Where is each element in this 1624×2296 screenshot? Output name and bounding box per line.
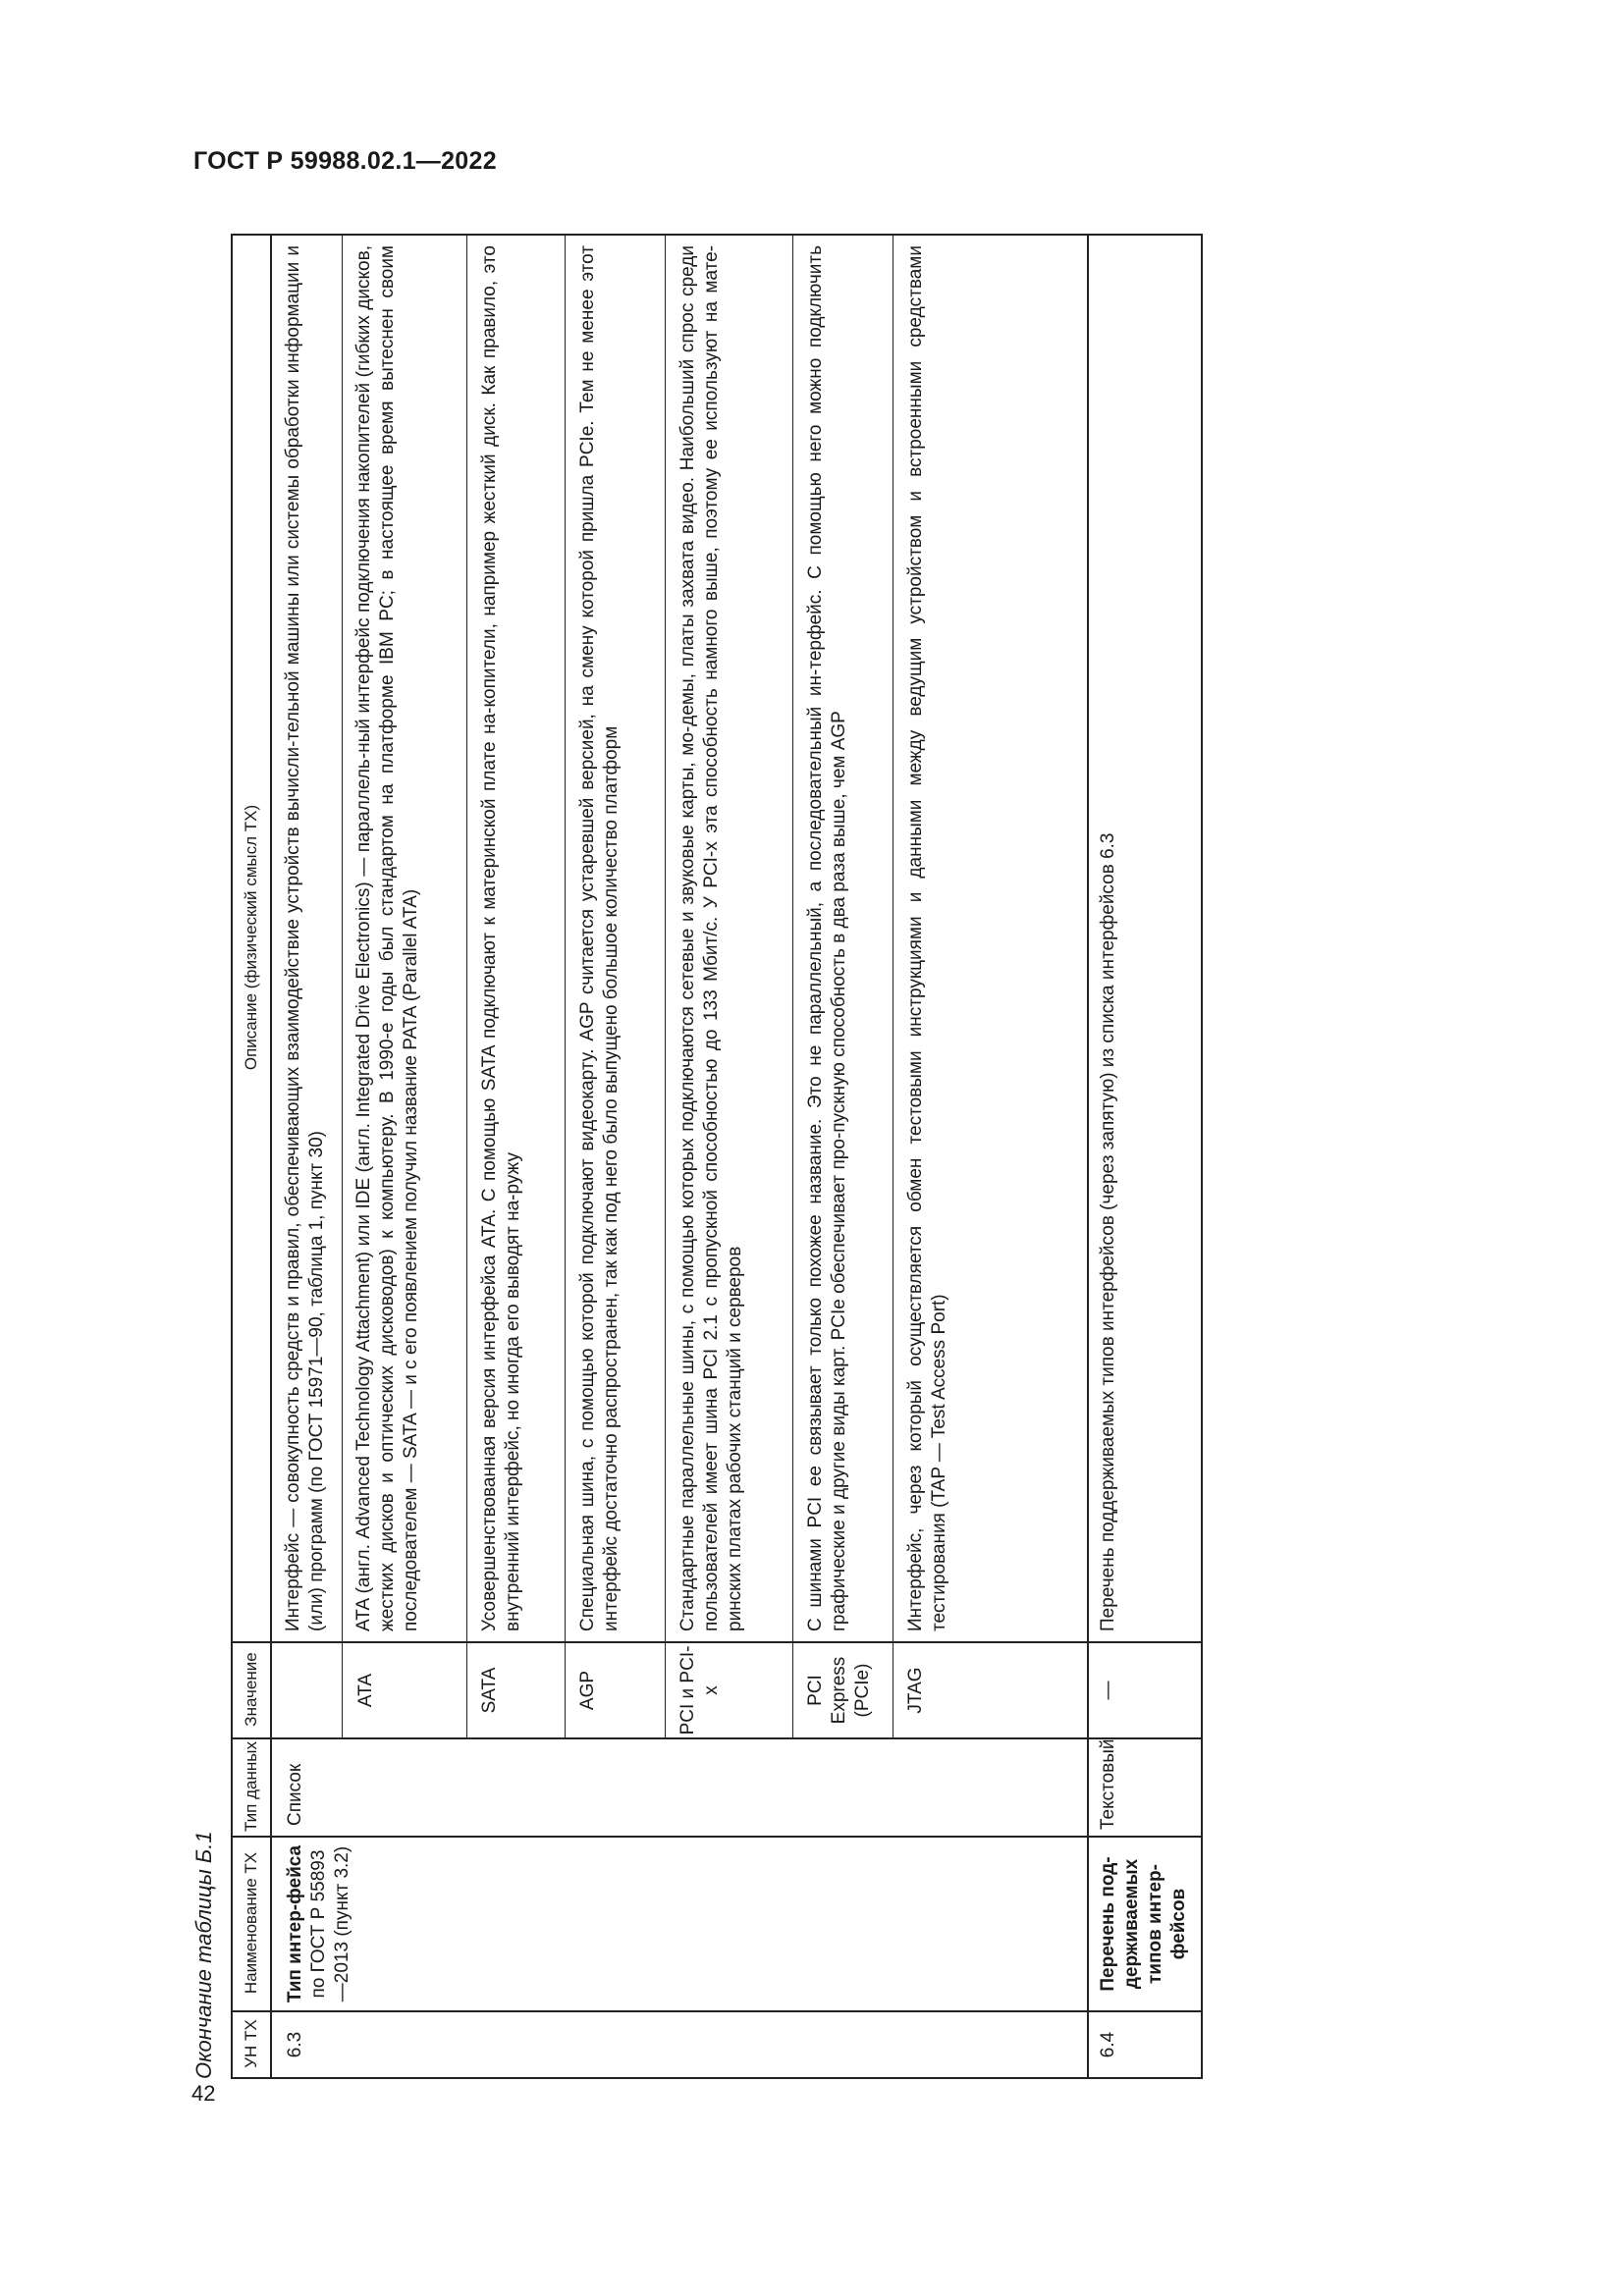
row-divider bbox=[342, 234, 343, 1739]
row-divider bbox=[466, 234, 467, 1739]
row-name-6-3-bold: Тип интер-фейса bbox=[285, 1844, 305, 2003]
row-value-6-4: — bbox=[1098, 1681, 1118, 1700]
column-header-value: Значение bbox=[242, 1652, 260, 1727]
row-divider bbox=[565, 234, 566, 1739]
table-header-row bbox=[233, 236, 272, 2077]
column-divider bbox=[233, 1836, 1201, 1838]
row-desc-6-4: Перечень поддерживаемых типов интерфейсов (через запятую) из списка интерфейсов 6.3 bbox=[1098, 832, 1118, 1631]
desc-agp: Специальная шина, с помощью которой подключают видеокарту. AGP считается устаревшей версией, на смену которой пришла PCIe. Тем не менее этот интерфейс достаточно распространен, так как под него было выпущено большое количество платформ bbox=[577, 245, 622, 1631]
column-header-description: Описание (физический смысл ТХ) bbox=[242, 804, 260, 1071]
row-divider bbox=[665, 234, 666, 1739]
row-desc-6-3: Интерфейс — совокупность средств и правил, обеспечивающих взаимодействие устройств вычисли-тельной машины или системы обработки информации и (или) программ (по ГОСТ 15971—90, таблица 1, пункт 30) bbox=[283, 245, 327, 1631]
column-header-type: Тип данных bbox=[242, 1741, 260, 1832]
row-name-6-3-rest: по ГОСТ Р 55893—2013 (пункт 3.2) bbox=[308, 1845, 352, 2002]
column-header-uid: УН ТХ bbox=[242, 2019, 260, 2068]
desc-jtag: Интерфейс, через который осуществляется обмен тестовыми инструкциями и данными между ведущим устройством и встроенными средствами тестирования (TAP — Test Access Port) bbox=[905, 245, 949, 1631]
value-pcie: PCI Express (PCIe) bbox=[805, 1656, 873, 1725]
desc-ata: ATA (англ. Advanced Technology Attachment) или IDE (англ. Integrated Drive Electronics) — параллель-ный интерфейс подключения накопителей (гибких дисков, жестких дисков и оптических дисководов) к компьютеру. В 1990-е годы был стандартом на платформе IBM PC; в настоящее время вытеснен своим последователем — SATA — и с его появлением получил название PATA (Parallel ATA) bbox=[353, 245, 421, 1631]
value-sata: SATA bbox=[479, 1667, 500, 1714]
column-divider bbox=[233, 1737, 1201, 1739]
row-name-6-4: Перечень под-держиваемых типов интер-фейсов bbox=[1098, 1856, 1189, 1992]
value-ata: ATA bbox=[355, 1673, 376, 1708]
row-type-6-4: Текстовый bbox=[1098, 1738, 1118, 1830]
value-jtag: JTAG bbox=[905, 1667, 926, 1714]
value-agp: AGP bbox=[577, 1670, 598, 1711]
row-name-6-3 bbox=[284, 1842, 354, 2006]
row-divider bbox=[1087, 234, 1089, 2077]
value-pci: PCI и PCI-x bbox=[677, 1645, 722, 1735]
characteristics-table bbox=[231, 234, 1203, 2079]
row-uid-6-3: 6.3 bbox=[285, 2031, 305, 2058]
table-caption: Окончание таблицы Б.1 bbox=[191, 1831, 216, 2079]
column-divider bbox=[233, 2010, 1201, 2012]
row-type-6-3: Список bbox=[285, 1763, 305, 1826]
row-divider bbox=[792, 234, 793, 1739]
rotated-table-page bbox=[191, 234, 1213, 2079]
row-uid-6-4: 6.4 bbox=[1098, 2031, 1118, 2058]
desc-pci: Стандартные параллельные шины, с помощью которых подключаются сетевые и звуковые карты, мо-демы, платы захвата видео. Наибольший спрос среди пользователей имеет шина PCI 2.1 с пропускной способностью до 133 Мбит/с. У PCI-x эта способность намного выше, поэтому ее используют на мате-ринских платах рабочих станций и серверов bbox=[677, 245, 745, 1631]
desc-sata: Усовершенствованная версия интерфейса ATA. С помощью SATA подключают к материнской плате на-копители, например жесткий диск. Как правило, это внутренний интерфейс, но иногда его выводят на-ружу bbox=[479, 245, 523, 1631]
document-header: ГОСТ Р 59988.02.1—2022 bbox=[193, 147, 497, 175]
desc-pcie: С шинами PCI ее связывает только похожее название. Это не параллельный, а последовательный ин-терфейс. С помощью него можно подключить графические и другие виды карт. PCIe обеспечивает про-пускную способность в два раза выше, чем AGP bbox=[805, 245, 849, 1631]
page-number: 42 bbox=[191, 2081, 216, 2106]
column-header-name: Наименование ТХ bbox=[242, 1851, 260, 1995]
